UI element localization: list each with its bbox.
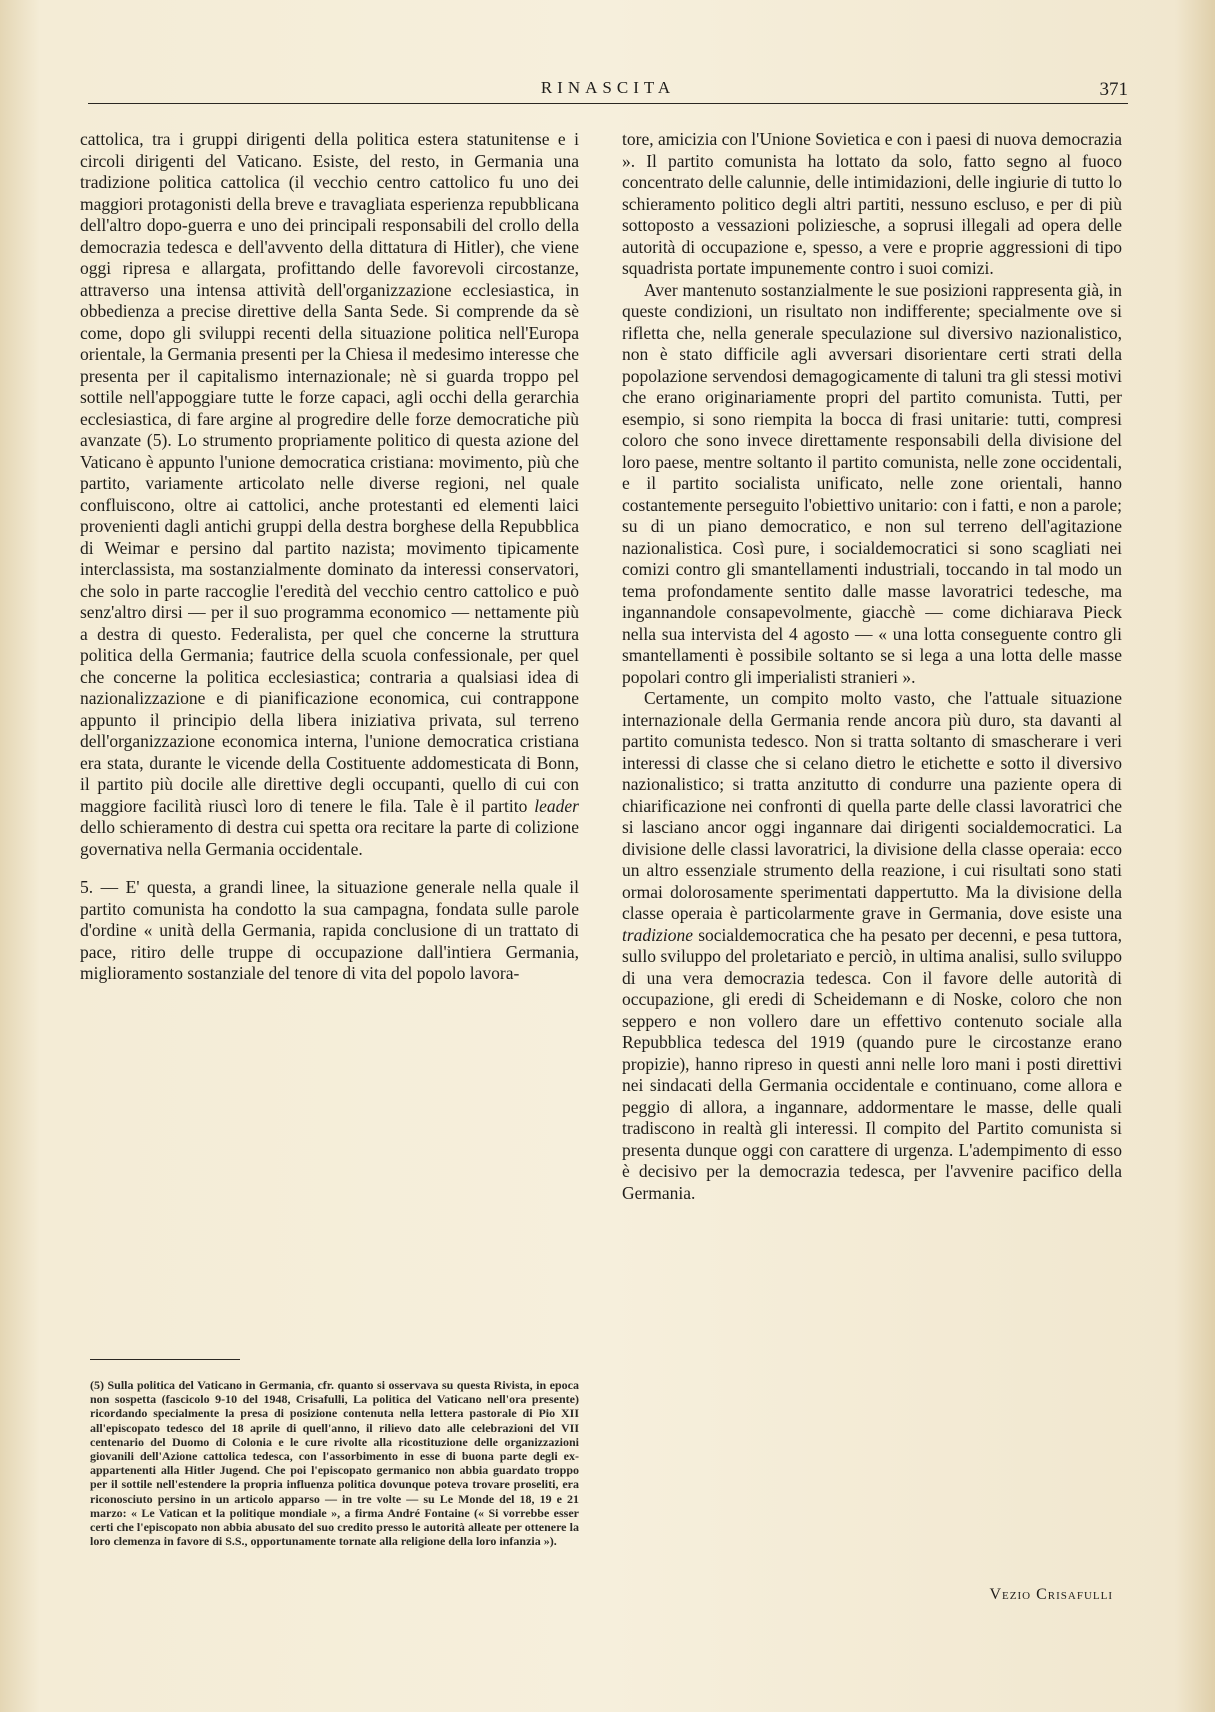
author-signature: Vezio Crisafulli (989, 1586, 1113, 1603)
right-paragraph-3-part-b: socialdemocratica che ha pesato per decenni, e pesa tuttora, sullo sviluppo del proletariato e perciò, in ultima analisi, sullo sviluppo di una vera democrazia tedesca. Con il favore delle autorità di occupazione, gli eredi di Scheidemann e di Noske, coloro che non seppero e non vollero dare un effettivo contenuto sociale alla Repubblica tedesca del 1919 (quando pure le circostanze erano propizie), hanno ripreso in questi anni nelle loro mani i posti direttivi nei sindacati della Germania occidentale e continuano, come allora e peggio di allora, a ingannare, addormentare le masse, delle quali tradiscono in realtà gli interessi. Il compito del Partito comunista si presenta dunque oggi con carattere di urgenza. L'adempimento di esso è decisivo per la democrazia tedesca, per l'avvenire pacifico della Germania. (622, 924, 1122, 1203)
right-paragraph-1: tore, amicizia con l'Unione Sovietica e con i paesi di nuova democrazia ». Il partito comunista ha lottato da solo, fatto segno al fuoco concentrato delle calunnie, delle intimidazioni, delle ingiurie di tutto lo schieramento politico degli altri partiti, nessuno escluso, e per di più sottoposto a vessazioni poliziesche, a soprusi illegali ad opera delle autorità di occupazione e, spesso, a vere e proprie aggressioni di tipo squadrista portate impunemente contro i suoi comizi. (622, 129, 1122, 278)
page-number: 371 (1099, 79, 1128, 100)
running-head: RINASCITA (540, 78, 676, 97)
left-paragraph-1-part-a: cattolica, tra i gruppi dirigenti della politica estera statunitense e i circoli dirigenti del Vaticano. Esiste, del resto, in Germania una tradizione politica cattolica (il vecchio centro cattolico fu uno dei maggiori protagonisti della breve e travagliata esperienza repubblicana dell'altro dopo-guerra e uno dei principali responsabili del crollo della democrazia tedesca e dell'avvento della dittatura di Hitler), che viene oggi ripresa e allargata, profittando delle favorevoli circostanze, attraverso una intensa attività dell'organizzazione ecclesiastica, in obbedienza a precise direttive della Santa Sede. Si comprende da sè come, dopo gli sviluppi recenti della situazione politica nell'Europa orientale, la Germania presenti per la Chiesa il medesimo interesse che presenta per il capitalismo internazionale; nè si guarda troppo pel sottile nell'appoggiare tutte le forze capaci, agli occhi della gerarchia ecclesiastica, di fare argine al progredire delle forze democratiche più avanzate (5). Lo strumento propriamente politico di questa azione del Vaticano è appunto l'unione democratica cristiana: movimento, più che partito, variamente articolato nelle diverse regioni, nel quale confluiscono, oltre ai cattolici, anche protestanti ed elementi laici provenienti dagli antichi gruppi della destra borghese della Repubblica di Weimar e persino dal partito nazista; movimento tipicamente interclassista, ma sostanzialmente dominato da interessi conservatori, che solo in parte raccoglie l'eredità del vecchio centro cattolico e può senz'altro dirsi — per il suo programma economico — nettamente più a destra di questo. Federalista, per quel che concerne la struttura politica della Germania; fautrice della scuola confessionale, per quel che concerne la politica ecclesiastica; contraria a qualsiasi idea di nazionalizzazione e di pianificazione economica, cui contrappone appunto il principio della libera iniziativa privata, sul terreno dell'organizzazione economica interna, l'unione democratica cristiana era stata, durante le vicende della Costituente addomesticata di Bonn, il partito più docile alle direttive degli occupanti, quello di cui con maggiore facilità riuscì loro di tenere le fila. Tale è il partito (80, 129, 579, 816)
header-rule (88, 103, 1128, 104)
right-column (622, 129, 1122, 1204)
right-paragraph-2: Aver mantenuto sostanzialmente le sue posizioni rappresenta già, in queste condizioni, un risultato non indifferente; specialmente ove si rifletta che, nella generale speculazione sul diversivo nazionalistico, non è stato difficile agli avversari disorientare certi strati della popolazione servendosi demagogicamente di taluni tra gli stessi motivi che erano originariamente propri del partito comunista. Tutti, per esempio, si sono riempita la bocca di frasi unitarie: tutti, compresi coloro che sono invece direttamente responsabili della divisione del loro paese, mentre soltanto il partito comunista, nelle zone occidentali, e il partito socialista unificato, nelle zone orientali, hanno costantemente perseguito l'obiettivo unitario: con i fatti, e non a parole; su di un piano democratico, e non sul terreno dell'agitazione nazionalistica. Così pure, i socialdemocratici si sono scagliati nei comizi contro gli smantellamenti industriali, toccando in tal modo un tema profondamente sentito dalle masse lavoratrici tedesche, ma ingannandole consapevolmente, giacchè — come dichiarava Pieck nella sua intervista del 4 agosto — « una lotta conseguente contro gli smantellamenti è possibile soltanto se si lega a una lotta delle masse popolari contro gli imperialisti stranieri ». (622, 279, 1122, 687)
left-paragraph-1 (80, 129, 579, 860)
page-header (88, 75, 1128, 105)
footnote-5: (5) Sulla politica del Vaticano in Germania, cfr. quanto si osservava su questa Rivista, in epoca non sospetta (fascicolo 9-10 del 1948, Crisafulli, La politica del Vaticano nell'ora presente) ricordando specialmente la presa di posizione contenuta nella lettera pastorale di Pio XII all'episcopato tedesco del 18 aprile di quell'anno, il rilievo dato alle celebrazioni del VII centenario del Duomo di Colonia e le cure rivolte alla ricostituzione delle organizzazioni giovanili dell'Azione cattolica tedesca, con l'assorbimento in esse di buona parte degli ex-appartenenti alla Hitler Jugend. Che poi l'episcopato germanico non abbia guardato troppo per il sottile nell'estendere la propria influenza politica dovunque poteva trovare proseliti, era riconosciuto persino in un articolo apparso — in tre volte — su Le Monde del 18, 19 e 21 marzo: « Le Vatican et la politique mondiale », a firma André Fontaine (« Si vorrebbe esser certi che l'episcopato non abbia abusato del suo credito presso le autorità alleate per ottenere la loro clemenza in favore di S.S., opportunamente tornate alla religione della loro infanzia »). (90, 1378, 579, 1549)
section-5-paragraph: 5. — E' questa, a grandi linee, la situazione generale nella quale il partito comunista ha condotto la sua campagna, fondata sulle parole d'ordine « unità della Germania, rapida conclusione di un trattato di pace, ritiro delle truppe di occupazione dall'intiera Germania, miglioramento sostanziale del tenore di vita del popolo lavora- (80, 877, 579, 983)
leader-term: leader (534, 795, 579, 816)
tradizione-term: tradizione (622, 924, 693, 945)
left-paragraph-1-part-b: dello schieramento di destra cui spetta ora recitare la parte di colizione governativa nella Germania occidentale. (80, 817, 579, 859)
left-column (80, 129, 579, 985)
right-paragraph-3-part-a: Certamente, un compito molto vasto, che l'attuale situazione internazionale della Germania rende ancora più duro, sta davanti al partito comunista tedesco. Non si tratta soltanto di smascherare i veri interessi di classe che si celano dietro le etichette e sotto il diversivo nazionalistico; si tratta anzitutto di condurre una paziente opera di chiarificazione nei confronti di quella parte delle classi lavoratrici che si lasciano ancor oggi ingannare dai dirigenti socialdemocratici. La divisione delle classi lavoratrici, la divisione della classe operaia: ecco un altro essenziale strumento della reazione, i cui risultati sono stati ormai dolorosamente sperimentati dappertutto. Ma la divisione della classe operaia è particolarmente grave in Germania, dove esiste una (622, 688, 1122, 923)
footnote-rule (90, 1359, 240, 1360)
right-paragraph-3 (622, 688, 1122, 1204)
